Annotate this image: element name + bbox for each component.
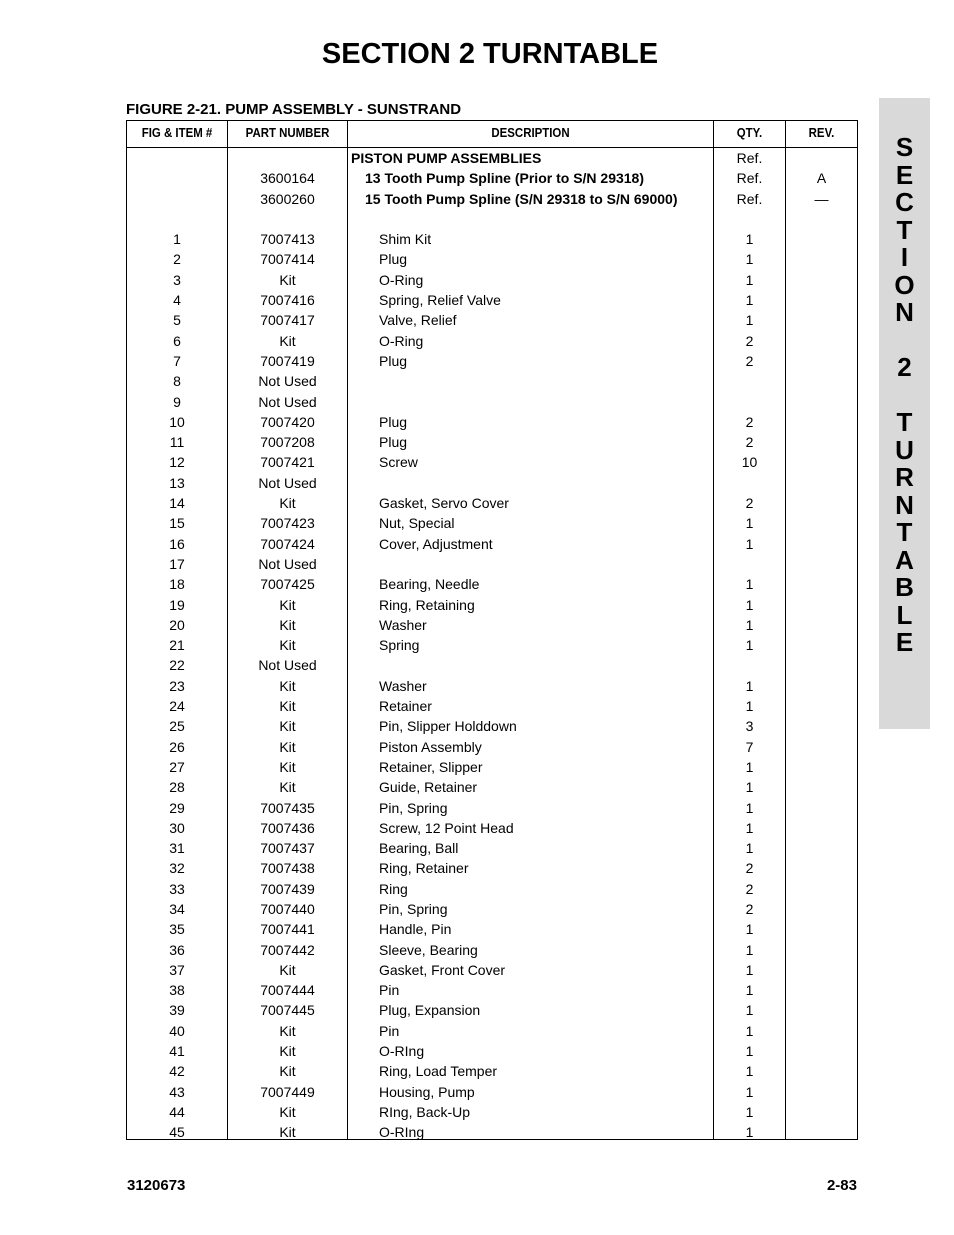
side-tab-gap [879,382,930,410]
row-fig-item: 28 [169,779,185,796]
row-description: O-RIng [379,1124,425,1141]
table-row [127,1000,857,1020]
row-part-number: 7007416 [260,292,315,309]
row-part-number: 7007414 [260,251,315,268]
row-qty: 1 [745,312,754,329]
table-row [127,371,857,391]
row-qty: 2 [745,495,754,512]
row-part-number: Not Used [258,555,317,572]
row-description: PISTON PUMP ASSEMBLIES [351,150,542,166]
side-tab-letter: I [900,242,909,272]
row-part-number: 7007441 [260,921,315,938]
row-part-number: 7007449 [260,1083,315,1100]
row-part-number: 7007440 [260,900,315,917]
row-qty: Ref. [736,150,763,166]
row-qty: 1 [745,535,754,552]
row-qty: 2 [745,860,754,877]
row-description: Cover, Adjustment [379,535,493,552]
row-qty: 1 [745,698,754,715]
section-side-tab [879,98,930,729]
row-part-number: 7007445 [260,1002,315,1019]
table-row [127,940,857,960]
row-part-number: 7007420 [260,413,315,430]
row-description: O-RIng [379,1043,425,1060]
header-rev: REV. [808,125,835,140]
row-fig-item: 13 [169,474,185,491]
row-part-number: Kit [279,616,296,633]
row-qty: 1 [745,616,754,633]
row-qty: 1 [745,1083,754,1100]
row-description: Guide, Retainer [379,779,478,796]
row-qty: 1 [745,231,754,248]
row-fig-item: 44 [169,1103,185,1120]
table-row [127,310,857,330]
row-fig-item: 32 [169,860,185,877]
table-row [127,595,857,615]
row-fig-item: 3 [173,271,181,288]
side-tab-letter: 2 [897,352,912,382]
row-qty: Ref. [736,170,763,187]
row-part-number: Kit [279,1022,296,1039]
table-row [127,554,857,574]
table-row [127,473,857,493]
table-row [127,229,857,249]
row-fig-item: 22 [169,657,185,674]
table-row [127,1041,857,1061]
row-part-number: 7007444 [260,982,315,999]
row-fig-item: 19 [169,596,185,613]
row-part-number: 3600260 [260,190,315,207]
row-part-number: 7007419 [260,352,315,369]
table-row [127,635,857,655]
row-part-number: Kit [279,758,296,775]
table-row [127,331,857,351]
side-tab-letter: L [896,599,913,630]
row-fig-item: 29 [169,799,185,816]
row-qty: 2 [745,434,754,451]
footer-page-number: 2-83 [826,1177,857,1194]
row-qty: 1 [745,677,754,694]
row-description: Handle, Pin [379,921,452,938]
side-tab-letter: E [895,159,914,190]
table-row [127,777,857,797]
parts-table [126,120,858,1140]
side-tab-letter: T [896,517,913,547]
row-fig-item: 33 [169,880,185,897]
row-fig-item: 26 [169,738,185,755]
row-rev: A [816,170,827,187]
row-qty: 1 [745,637,754,654]
row-description: Gasket, Front Cover [379,961,506,978]
row-qty: 2 [745,880,754,897]
row-part-number: Kit [279,698,296,715]
side-tab-letter: T [896,214,913,245]
table-row [127,392,857,412]
row-qty: 2 [745,900,754,917]
row-qty: 10 [741,454,758,471]
row-part-number: Kit [279,637,296,654]
row-part-number: Kit [279,677,296,694]
table-row [127,696,857,716]
row-qty: 2 [745,352,754,369]
row-part-number: Kit [279,332,296,349]
row-part-number: 3600164 [260,170,315,187]
row-part-number: Kit [279,779,296,796]
row-description: Spring, Relief Valve [379,292,501,309]
row-fig-item: 43 [169,1083,185,1100]
row-qty: 1 [745,982,754,999]
table-row [127,1122,857,1142]
row-description: Bearing, Ball [379,840,459,857]
row-fig-item: 40 [169,1022,185,1039]
row-qty: 1 [745,292,754,309]
row-qty: 1 [745,596,754,613]
row-description: Ring, Retainer [379,860,469,877]
table-row [127,1082,857,1102]
table-row [127,676,857,696]
table-row [127,737,857,757]
row-fig-item: 11 [169,434,185,451]
side-tab-letter: T [896,407,913,437]
table-row [127,818,857,838]
side-tab-letter: B [895,572,914,602]
table-row [127,574,857,594]
row-part-number: 7007425 [260,576,315,593]
row-part-number: Not Used [258,373,317,390]
row-description: O-Ring [379,271,424,288]
row-description: Nut, Special [379,515,455,532]
row-description: Ring [379,880,408,897]
row-part-number: 7007423 [260,515,315,532]
row-fig-item: 6 [173,332,181,349]
row-fig-item: 31 [169,840,185,857]
table-row [127,879,857,899]
header-fig-item: FIG & ITEM # [141,125,213,140]
row-qty: 1 [745,576,754,593]
side-tab-letter: A [895,544,914,575]
side-tab-letter: N [895,489,914,520]
row-part-number: 7007436 [260,819,315,836]
row-qty: 1 [745,515,754,532]
table-row [127,858,857,878]
row-fig-item: 41 [169,1043,185,1060]
row-fig-item: 25 [169,718,185,735]
row-fig-item: 30 [169,819,185,836]
row-fig-item: 45 [169,1124,185,1141]
row-description: Sleeve, Bearing [379,941,478,958]
row-description: Retainer [379,698,432,715]
row-description: 13 Tooth Pump Spline (Prior to S/N 29318) [365,170,645,187]
row-part-number: Kit [279,1063,296,1080]
row-qty: 1 [745,779,754,796]
row-part-number: 7007437 [260,840,315,857]
table-row [127,1102,857,1122]
row-fig-item: 27 [169,758,185,775]
row-qty: 1 [745,941,754,958]
row-fig-item: 42 [169,1063,185,1080]
row-fig-item: 35 [169,921,185,938]
row-description: Plug [379,434,408,451]
table-row [127,513,857,533]
row-part-number: Not Used [258,474,317,491]
table-row [127,290,857,310]
table-body [127,148,857,1143]
table-row [127,716,857,736]
row-description: Housing, Pump [379,1083,475,1100]
row-fig-item: 23 [169,677,185,694]
row-fig-item: 5 [173,312,181,329]
row-description: Plug, Expansion [379,1002,481,1019]
table-row [127,1061,857,1081]
row-qty: 2 [745,332,754,349]
header-description: DESCRIPTION [491,125,570,140]
table-row [127,838,857,858]
row-fig-item: 34 [169,900,185,917]
row-description: Plug [379,352,408,369]
row-part-number: 7007421 [260,454,315,471]
row-part-number: 7007442 [260,941,315,958]
row-fig-item: 17 [169,555,185,572]
table-row [127,351,857,371]
row-part-number: Not Used [258,393,317,410]
row-part-number: Kit [279,961,296,978]
row-fig-item: 24 [169,698,185,715]
row-description: O-Ring [379,332,424,349]
row-fig-item: 36 [169,941,185,958]
row-description: Plug [379,413,408,430]
row-description: Pin, Slipper Holddown [379,718,517,735]
side-tab-letters [879,134,930,657]
row-description: Pin, Spring [379,900,448,917]
row-description: Spring [379,637,420,654]
row-part-number: Kit [279,271,296,288]
row-qty: 1 [745,921,754,938]
row-fig-item: 37 [169,961,185,978]
row-fig-item: 39 [169,1002,185,1019]
table-row [127,615,857,635]
row-part-number: 7007413 [260,231,315,248]
row-description: Screw, 12 Point Head [379,819,514,836]
row-description: Ring, Retaining [379,596,475,613]
side-tab-gap [879,327,930,355]
row-part-number: Not Used [258,657,317,674]
row-description: Pin, Spring [379,799,448,816]
table-row [127,655,857,675]
row-fig-item: 14 [169,495,185,512]
side-tab-letter: S [895,132,914,162]
section-title: SECTION 2 TURNTABLE [321,38,659,70]
footer-doc-number: 3120673 [127,1177,186,1194]
side-tab-letter: E [895,627,914,657]
row-qty: 1 [745,1124,754,1141]
row-qty: 7 [745,738,754,755]
row-qty: 1 [745,1043,754,1060]
row-description: Retainer, Slipper [379,758,483,775]
row-fig-item: 4 [173,292,181,309]
row-description: Screw [379,454,418,471]
side-tab-letter: C [895,187,914,217]
table-row [127,493,857,513]
table-row [127,432,857,452]
row-part-number: 7007417 [260,312,315,329]
row-description: Gasket, Servo Cover [379,495,509,512]
row-fig-item: 38 [169,982,185,999]
row-description: Plug [379,251,408,268]
row-qty: 1 [745,799,754,816]
row-fig-item: 10 [169,413,185,430]
table-row [127,980,857,1000]
table-row [127,757,857,777]
side-tab-letter: R [895,462,914,492]
row-qty: 2 [745,413,754,430]
row-part-number: Kit [279,495,296,512]
row-description: Pin [379,982,400,999]
row-qty: 1 [745,840,754,857]
row-description: RIng, Back-Up [379,1103,471,1120]
row-fig-item: 9 [173,393,181,410]
table-row [127,148,857,168]
row-fig-item: 1 [173,231,181,248]
row-qty: 1 [745,251,754,268]
row-part-number: Kit [279,1043,296,1060]
row-part-number: Kit [279,718,296,735]
row-description: Washer [379,677,427,694]
table-header [127,121,857,148]
row-fig-item: 8 [173,373,181,390]
row-qty: 1 [745,271,754,288]
row-description: Washer [379,616,427,633]
table-row [127,798,857,818]
row-fig-item: 16 [169,535,185,552]
row-qty: 1 [745,819,754,836]
table-row [127,168,857,188]
row-fig-item: 2 [173,251,181,268]
row-description: Ring, Load Temper [379,1063,498,1080]
row-part-number: 7007438 [260,860,315,877]
row-description: Valve, Relief [379,312,457,329]
table-row [127,209,857,229]
header-part-number: PART NUMBER [245,125,330,140]
row-qty: Ref. [736,190,763,207]
row-part-number: Kit [279,738,296,755]
side-tab-letter: O [894,269,915,300]
table-row [127,1021,857,1041]
row-qty: 1 [745,758,754,775]
row-fig-item: 15 [169,515,185,532]
row-part-number: 7007424 [260,535,315,552]
table-row [127,899,857,919]
row-part-number: 7007439 [260,880,315,897]
row-part-number: Kit [279,596,296,613]
row-qty: 1 [745,961,754,978]
table-row [127,412,857,432]
side-tab-letter: N [895,297,914,327]
table-row [127,960,857,980]
figure-title: FIGURE 2-21. PUMP ASSEMBLY - SUNSTRAND [126,101,462,118]
row-qty: 1 [745,1002,754,1019]
header-qty: QTY. [736,125,763,140]
table-row [127,270,857,290]
row-part-number: Kit [279,1103,296,1120]
row-description: Bearing, Needle [379,576,480,593]
row-description: Piston Assembly [379,738,482,755]
side-tab-letter: U [895,434,914,465]
row-description: 15 Tooth Pump Spline (S/N 29318 to S/N 69000) [365,190,678,207]
row-qty: 1 [745,1063,754,1080]
row-description: Shim Kit [379,231,432,248]
table-row [127,534,857,554]
table-row [127,452,857,472]
row-rev: — [814,190,829,207]
row-fig-item: 20 [169,616,185,633]
row-fig-item: 12 [169,454,185,471]
row-qty: 3 [745,718,754,735]
table-row [127,249,857,269]
table-row [127,919,857,939]
row-part-number: 7007435 [260,799,315,816]
table-row [127,189,857,209]
row-part-number: Kit [279,1124,296,1141]
row-fig-item: 18 [169,576,185,593]
row-part-number: 7007208 [260,434,315,451]
row-qty: 1 [745,1022,754,1039]
row-description: Pin [379,1022,400,1039]
row-qty: 1 [745,1103,754,1120]
row-fig-item: 21 [169,637,185,654]
row-fig-item: 7 [173,352,181,369]
